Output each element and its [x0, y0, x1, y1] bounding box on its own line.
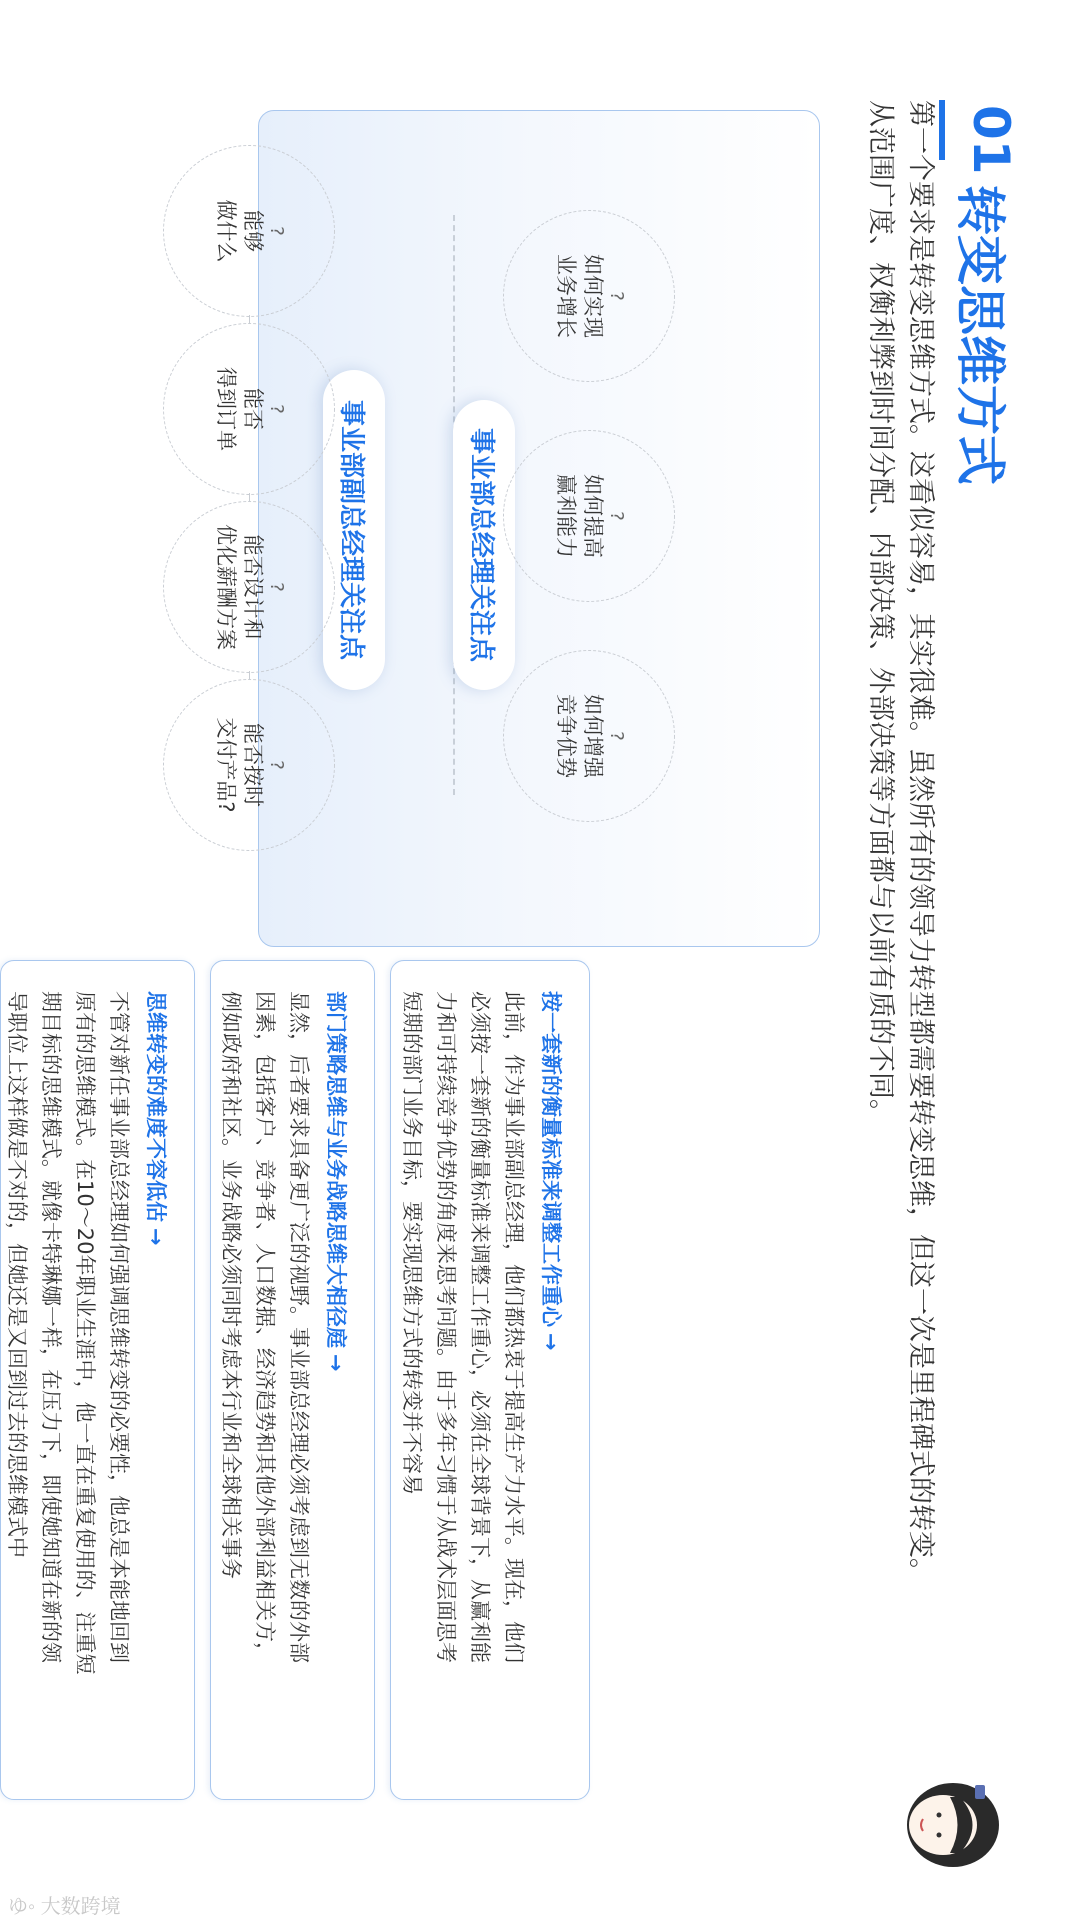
card-body [395, 991, 531, 1769]
gm-question-line2: 业务增长 [554, 254, 578, 338]
page-title: 转变思维方式 [951, 185, 1009, 485]
intro-line-2: 从范围广度、权衡利弊到时间分配、内部决策、外部决策等方面都与以前有质的不同。 [865, 100, 896, 1126]
card-line: 短期的部门业务目标，要实现思维方式的转变并不容易 [400, 991, 424, 1495]
deputy-question-line2: 得到订单 [214, 367, 238, 451]
card-line: 例如政府和社区。业务战略必须同时考虑本行业和全球相关事务 [219, 991, 243, 1579]
question-mark-icon: ? [606, 511, 627, 521]
circle-connector [249, 671, 250, 679]
gm-question-line2: 竞争优势 [554, 694, 578, 778]
card-line: 显然，后者要求具备更广泛的视野。事业部总经理必须考虑到无数的外部 [287, 991, 311, 1663]
deputy-question-line1: 能否设计和 [241, 534, 265, 640]
deputy-question-line1: 能否按时 [241, 723, 265, 807]
card-line: 原有的思维模式。在10～20年职业生涯中，他一直在重复使用的、注重短 [73, 991, 97, 1675]
deputy-question-line1: 能够 [241, 210, 265, 252]
watermark-text: 大数跨境 [40, 1896, 121, 1918]
deputy-question-line2: 做什么 [214, 199, 238, 263]
card-line: 不管对新任事业部总经理如何强调思维转变的必要性，他总是本能地回到 [107, 991, 131, 1663]
question-mark-icon: ? [266, 226, 287, 236]
deputy-question-orders [163, 323, 335, 495]
gm-question-profit [503, 430, 675, 602]
gm-question-line1: 如何增强 [581, 694, 605, 778]
question-mark-icon: ? [266, 760, 287, 770]
card-title-text: 思维转变的难度不容低估 [144, 991, 168, 1222]
card-title [142, 991, 172, 1769]
gm-question-line1: 如何提高 [581, 474, 605, 558]
section-number: 01 [962, 105, 1020, 175]
info-card-strategy [210, 960, 375, 1800]
gm-question-line1: 如何实现 [581, 254, 605, 338]
card-line: 导职位上这样做是不对的，但她还是又回到过去的思维模式中 [5, 991, 29, 1558]
gm-question-growth [503, 210, 675, 382]
card-line: 因素，包括客户、竞争者、人口数据、经济趋势和其他外部利益相关方， [253, 991, 277, 1663]
card-title-text: 部门策略思维与业务战略思维大相径庭 [324, 991, 348, 1348]
circle-connector [249, 315, 250, 323]
arrow-right-icon: → [539, 1333, 563, 1351]
intro-paragraph [860, 100, 940, 1920]
deputy-question-line1: 能否 [241, 388, 265, 430]
deputy-question-line2: 交付产品? [214, 717, 238, 813]
deputy-question-line2: 优化薪酬方案 [214, 524, 238, 650]
gm-question-advantage [503, 650, 675, 822]
gm-focus-label: 事业部总经理关注点 [453, 400, 515, 690]
card-title [537, 991, 567, 1769]
info-card-difficulty [0, 960, 195, 1800]
question-mark-icon: ? [606, 731, 627, 741]
card-title [322, 991, 352, 1769]
arrow-right-icon: → [324, 1354, 348, 1372]
intro-line-1: 第一个要求是转变思维方式。这看似容易，其实很难。虽然所有的领导力转型都需要转变思维，但这一次是里程碑式的转变。 [905, 100, 936, 1585]
question-mark-icon: ? [266, 404, 287, 414]
deputy-question-delivery [163, 679, 335, 851]
info-card-metrics [390, 960, 590, 1800]
question-mark-icon: ? [266, 582, 287, 592]
arrow-right-icon: → [144, 1228, 168, 1246]
watermark-logo-icon: ゆ◦ [8, 1896, 36, 1918]
card-body [0, 991, 136, 1769]
watermark [8, 1890, 121, 1919]
question-mark-icon: ? [606, 291, 627, 301]
deputy-question-compensation [163, 501, 335, 673]
card-line: 此前，作为事业部副总经理，他们都热衷于提高生产力水平。现在，他们 [502, 991, 526, 1663]
card-title-text: 按一套新的衡量标准来调整工作重心 [539, 991, 563, 1327]
card-line: 必须按一套新的衡量标准来调整工作重心，必须在全球背景下，从赢利能 [468, 991, 492, 1663]
deputy-focus-label: 事业部副总经理关注点 [323, 370, 385, 690]
deputy-question-capability [163, 145, 335, 317]
card-line: 期目标的思维模式。就像卡特琳娜一样，在压力下，即使她知道在新的领 [39, 991, 63, 1663]
circle-connector [249, 493, 250, 501]
gm-question-line2: 赢利能力 [554, 474, 578, 558]
avatar-illustration-icon [895, 1775, 1005, 1875]
card-line: 力和可持续竞争优势的角度来思考问题。由于多年习惯于从战术层面思考 [434, 991, 458, 1663]
card-body [214, 991, 316, 1769]
